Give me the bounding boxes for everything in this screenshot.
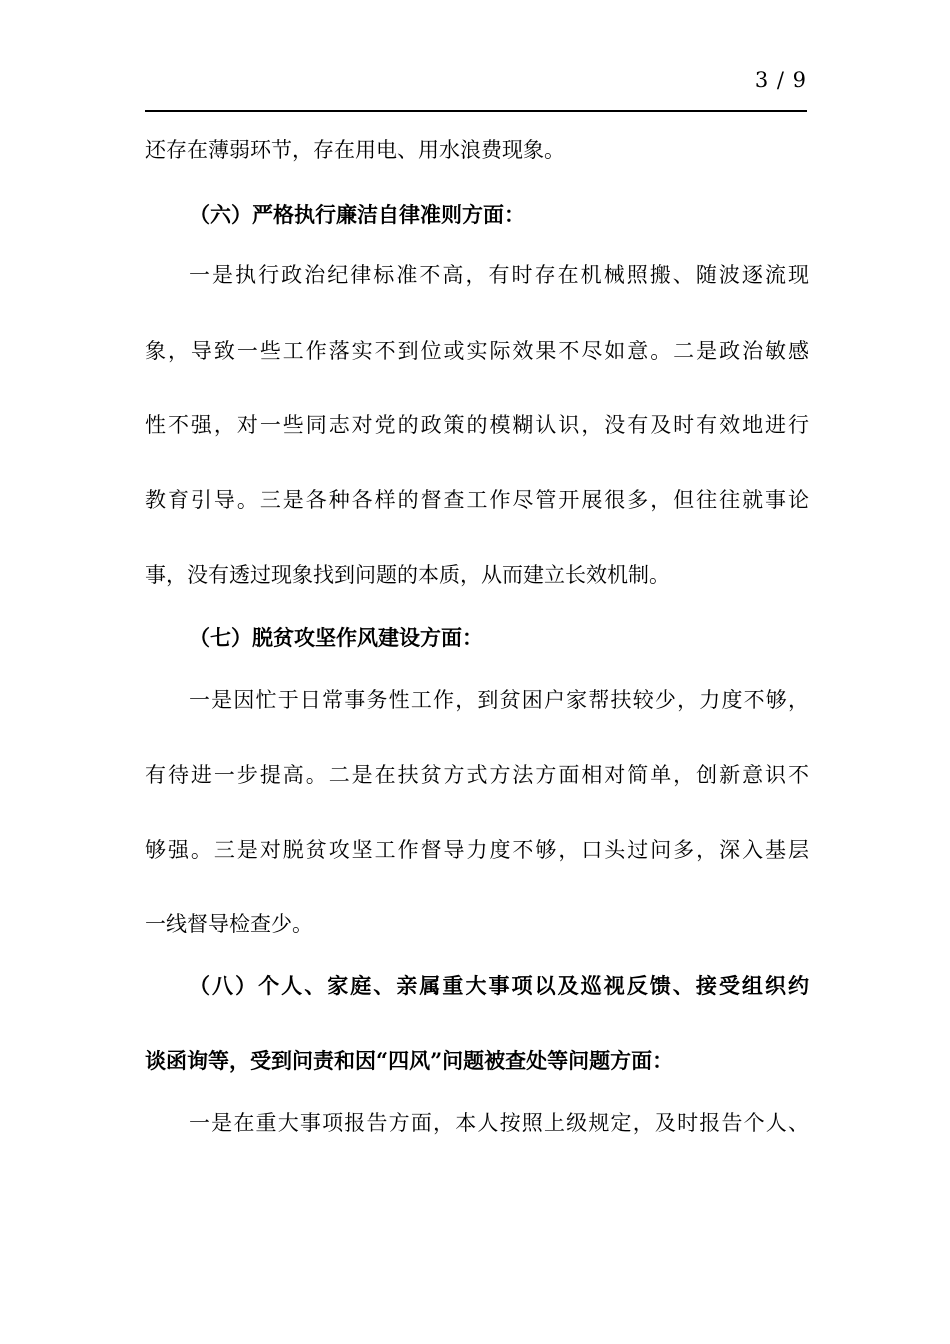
- section-heading-8-cont: 谈函询等，受到问责和因“四风”问题被查处等问题方面：: [145, 1048, 674, 1073]
- text-line: 事，没有透过现象找到问题的本质，从而建立长效机制。: [145, 563, 670, 587]
- text-line: 性不强，对一些同志对党的政策的模糊认识，没有及时有效地进行: [145, 413, 809, 437]
- section-heading-8: （八）个人、家庭、亲属重大事项以及巡视反馈、接受组织约: [189, 973, 809, 998]
- text-line: 有待进一步提高。二是在扶贫方式方法方面相对简单，创新意识不: [145, 763, 809, 787]
- section-heading-6: （六）严格执行廉洁自律准则方面：: [189, 202, 525, 227]
- text-line: 一是在重大事项报告方面，本人按照上级规定，及时报告个人、: [189, 1111, 809, 1135]
- text-line: 够强。三是对脱贫攻坚工作督导力度不够，口头过问多，深入基层: [145, 838, 809, 862]
- section-heading-7: （七）脱贫攻坚作风建设方面：: [189, 625, 483, 650]
- text-line: 象，导致一些工作落实不到位或实际效果不尽如意。二是政治敏感: [145, 339, 809, 363]
- text-line: 一线督导检查少。: [145, 912, 313, 936]
- page-number: 3 / 9: [754, 68, 807, 92]
- text-line: 一是执行政治纪律标准不高，有时存在机械照搬、随波逐流现: [189, 263, 809, 287]
- text-line: 教育引导。三是各种各样的督查工作尽管开展很多，但往往就事论: [145, 488, 809, 512]
- header-rule: [145, 110, 807, 112]
- text-line: 还存在薄弱环节，存在用电、用水浪费现象。: [145, 138, 565, 162]
- text-line: 一是因忙于日常事务性工作，到贫困户家帮扶较少，力度不够，: [189, 688, 809, 712]
